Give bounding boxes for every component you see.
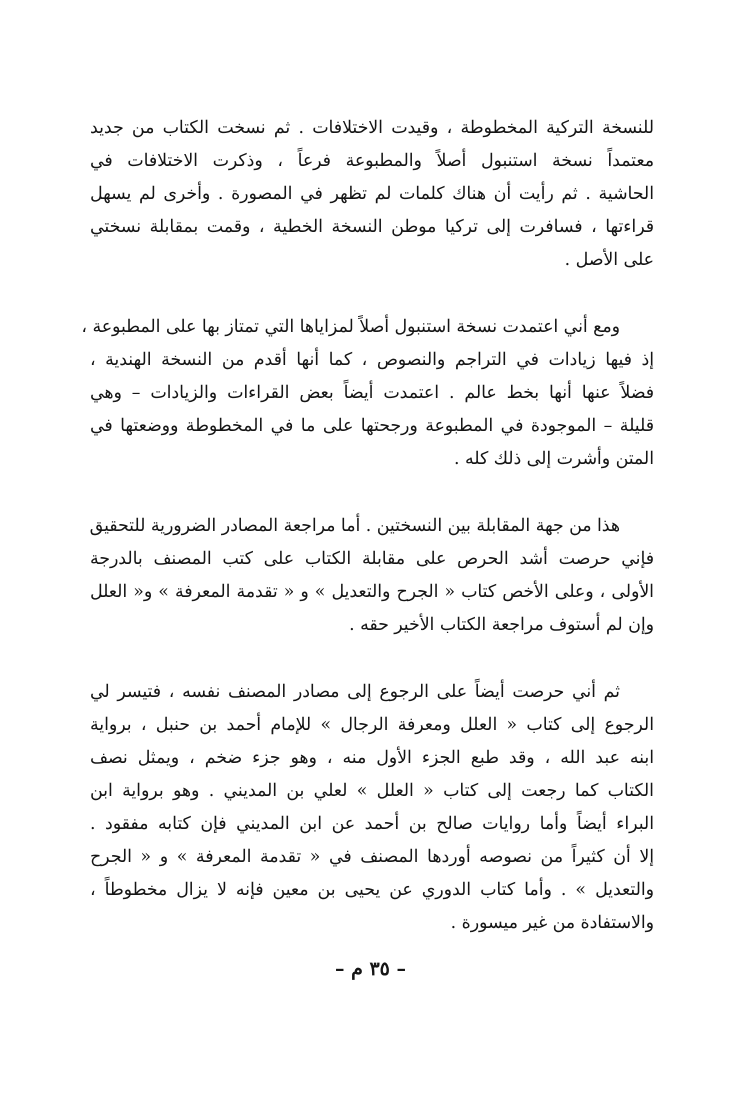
paragraph-gap — [90, 642, 654, 676]
text-line: والتعديل » . وأما كتاب الدوري عن يحيى بن معين فإنه لا يزال مخطوطاً ، — [90, 880, 654, 900]
text-line: والاستفادة من غير ميسورة . — [450, 913, 654, 933]
paragraph-gap — [90, 476, 654, 510]
text-line: وإن لم أستوف مراجعة الكتاب الأخير حقه . — [349, 615, 654, 635]
text-line: إذ فيها زيادات في التراجم والنصوص ، كما أنها أقدم من النسخة الهندية ، — [90, 350, 654, 370]
text-line: معتمداً نسخة استنبول أصلاً والمطبوعة فرعاً ، وذكرت الاختلافات في — [90, 151, 654, 171]
paragraph-1 — [90, 112, 654, 277]
text-line: ابنه عبد الله ، وقد طبع الجزء الأول منه ، وهو جزء ضخم ، ويمثل نصف — [90, 748, 654, 768]
text-line: إلا أن كثيراً من نصوصه أوردها المصنف في « تقدمة المعرفة » و « الجرح — [90, 847, 654, 867]
text-line: البراء أيضاً وأما روايات صالح بن أحمد عن ابن المديني فإن كتابه مفقود . — [90, 814, 654, 834]
text-line: المتن وأشرت إلى ذلك كله . — [453, 449, 654, 469]
paragraph-4 — [90, 676, 654, 940]
text-line: قليلة – الموجودة في المطبوعة ورجحتها على ما في المخطوطة ووضعتها في — [90, 416, 654, 436]
text-line: ومع أني اعتمدت نسخة استنبول أصلاً لمزاياها التي تمتاز بها على المطبوعة ، — [81, 317, 620, 337]
body-text — [81, 112, 654, 940]
text-line: ثم أني حرصت أيضاً على الرجوع إلى مصادر المصنف نفسه ، فتيسر لي — [90, 682, 620, 702]
text-line: الحاشية . ثم رأيت أن هناك كلمات لم تظهر في المصورة . وأخرى لم يسهل — [90, 184, 654, 204]
text-line: على الأصل . — [564, 250, 654, 270]
text-line: فإني حرصت أشد الحرص على مقابلة الكتاب على كتب المصنف بالدرجة — [90, 549, 654, 569]
text-line: للنسخة التركية المخطوطة ، وقيدت الاختلافات . ثم نسخت الكتاب من جديد — [90, 118, 654, 138]
text-line: الكتاب كما رجعت إلى كتاب « العلل » لعلي بن المديني . وهو برواية ابن — [90, 781, 654, 801]
page-number: – ٣٥ م – — [334, 958, 407, 980]
paragraph-3 — [90, 510, 654, 642]
text-line: قراءتها ، فسافرت إلى تركيا موطن النسخة الخطية ، وقمت بمقابلة نسختي — [90, 217, 654, 237]
text-line: الرجوع إلى كتاب « العلل ومعرفة الرجال » للإمام أحمد بن حنبل ، برواية — [90, 715, 654, 735]
paragraph-gap — [90, 277, 654, 311]
text-line: هذا من جهة المقابلة بين النسختين . أما مراجعة المصادر الضرورية للتحقيق — [89, 516, 620, 536]
text-line: فضلاً عنها أنها بخط عالم . اعتمدت أيضاً بعض القراءات والزيادات – وهي — [90, 383, 654, 403]
text-line: الأولى ، وعلى الأخص كتاب « الجرح والتعديل » و « تقدمة المعرفة » و« العلل — [90, 582, 654, 602]
paragraph-2 — [81, 311, 654, 476]
